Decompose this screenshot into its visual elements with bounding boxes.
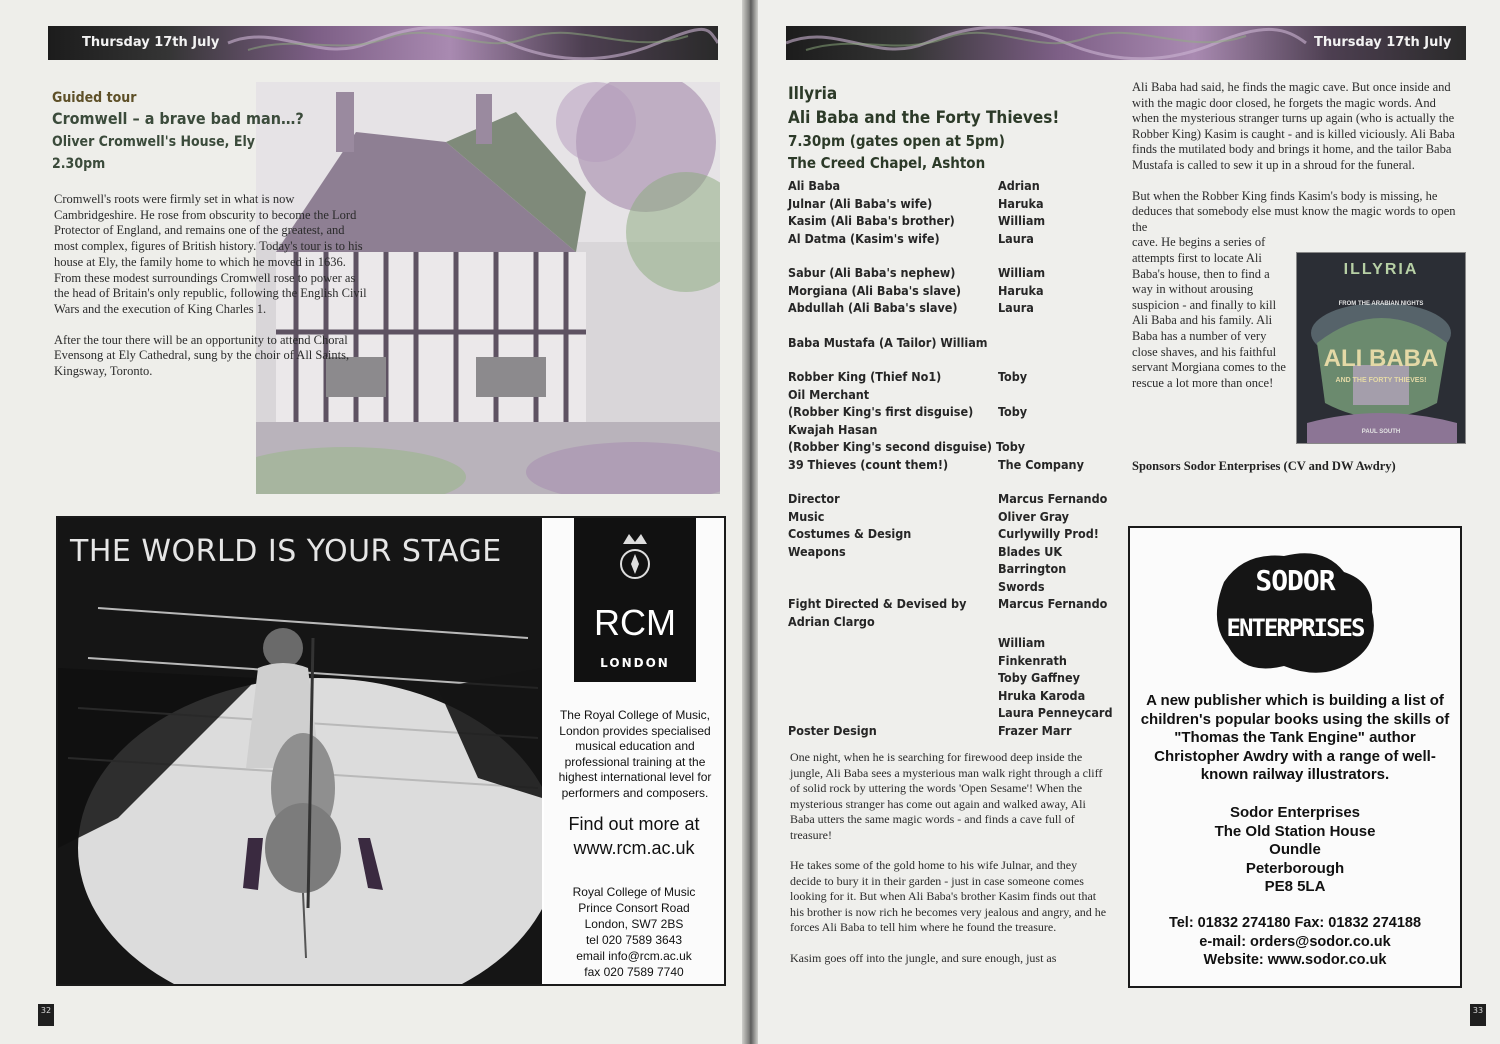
cast-row: Oil Merchant (788, 386, 870, 402)
right-page (758, 0, 1500, 1044)
cast-row: (Robber King's second disguise) Toby (788, 439, 1026, 454)
cellist-photo (58, 518, 542, 984)
spine-gutter (742, 0, 758, 1044)
address-line: Royal College of Music (572, 885, 696, 899)
cast-list (788, 177, 1118, 739)
rcm-address (544, 884, 724, 980)
left-page (0, 0, 742, 1044)
show-title: Ali Baba and the Forty Thieves! (788, 108, 1060, 128)
sodor-logo-line1: SODOR (1255, 564, 1335, 597)
poster-from: FROM THE ARABIAN NIGHTS (1338, 301, 1424, 307)
company-name: Illyria (788, 84, 838, 104)
address-line: email info@rcm.ac.uk (576, 949, 692, 963)
sodor-logo-line2: ENTERPRISES (1226, 614, 1364, 642)
rcm-advertisement (56, 516, 726, 986)
header-banner (48, 26, 718, 60)
crew-row: Poster Design Frazer Marr (788, 722, 1072, 738)
rcm-logo-text: RCM (594, 602, 676, 643)
cast-row: Al Datma (Kasim's wife) Laura (788, 230, 1034, 246)
address-line: Oundle (1269, 841, 1321, 858)
story-paragraph: But when the Robber King finds Kasim's body is missing, he deduces that somebody else must know the magic words to open the (1132, 188, 1456, 234)
rcm-cta: Find out more at (568, 814, 700, 834)
sodor-description: A new publisher which is building a list of children's popular books using the skills of "Thomas the Tank Engine" author Christopher Awdry with a range of well-known railway illustrators. (1140, 692, 1450, 783)
crew-row: William (998, 635, 1046, 650)
ali-baba-poster (1296, 252, 1466, 444)
cast-row: Kwajah Hasan (788, 421, 878, 437)
address-line: Peterborough (1245, 859, 1345, 877)
event-title: Cromwell – a brave bad man…? (52, 109, 304, 128)
poster-credit: PAUL SOUTH (1361, 429, 1401, 435)
cast-row: (Robber King's first disguise) Toby (788, 404, 1028, 419)
crew-row: Laura Penneycard (998, 705, 1113, 720)
address-line: London, SW7 2BS (584, 917, 684, 931)
sodor-address (1130, 804, 1460, 897)
crew-row: Hruka Karoda (998, 687, 1086, 703)
event-paragraph: Cromwell's roots were firmly set in what is now Cambridgeshire. He rose from obscurity to become the Lord Protector of England, and remains one of the greatest, and most complex, figures of British history. Today's tour is to his house at Ely, the family home to which he moved in 1636. From these modest surroundings Cromwell rose to power as the head of Britain's only republic, following the English Civil Wars and the execution of King Charles 1. (54, 192, 367, 316)
crew-row: Director Marcus Fernando (788, 491, 1108, 506)
crew-row: Weapons Blades UK (788, 543, 1063, 559)
story-paragraph: One night, when he is searching for firewood deep inside the jungle, Ali Baba sees a mysterious man walk right through a cliff of solid rock by uttering the words 'Open Sesame'! When the mysterious stranger has come out again and walked away, Ali Baba utters the same magic words - and finds a cave full of treasure! (790, 750, 1103, 842)
event-paragraph: After the tour there will be an opportunity to attend Choral Evensong at Ely Cathedral, sung by the choir of All Saints, Kingsway, Toronto. (54, 332, 350, 379)
event-venue: Oliver Cromwell's House, Ely (52, 134, 255, 150)
crew-row: Barrington (998, 561, 1067, 576)
story-paragraph: Ali Baba had said, he finds the magic cave. But once inside and with the magic door closed, he forgets the magic words. And when the mysterious stranger turns up again (who is actually the Robber King) Kasim is caught - and is killed viciously. Ali Baba finds the mutilated body and brings it home, and the tailor Baba Mustafa is called to sew it up in a shroud for the funeral. (1132, 80, 1455, 172)
page-number: 32 (38, 1004, 54, 1026)
rcm-website-link[interactable]: www.rcm.ac.uk (573, 838, 695, 858)
sodor-advertisement (1128, 526, 1462, 988)
cast-row: Abdullah (Ali Baba's slave) Laura (788, 300, 1034, 315)
address-line: PE8 5LA (1264, 878, 1326, 895)
poster-subtitle: AND THE FORTY THIEVES! (1335, 377, 1427, 384)
cast-row: Morgiana (Ali Baba's slave) Haruka (788, 282, 1044, 298)
cast-row: 39 Thieves (count them!) The Company (788, 456, 1084, 472)
poster-title: ALI BABA (1323, 345, 1439, 372)
cast-row: Sabur (Ali Baba's nephew) William (788, 265, 1046, 280)
address-line: The Old Station House (1214, 822, 1376, 840)
crew-row: Costumes & Design Curlywilly Prod! (788, 526, 1099, 541)
story-paragraph: Kasim goes off into the jungle, and sure enough, just as (790, 950, 1057, 965)
contact-phone: Tel: 01832 274180 Fax: 01832 274188 (1168, 915, 1422, 931)
address-line: tel 020 7589 3643 (585, 933, 683, 947)
event-description (54, 192, 370, 380)
header-date: Thursday 17th July (82, 35, 220, 50)
rcm-logo (574, 518, 696, 682)
cast-row: Robber King (Thief No1) Toby (788, 369, 1028, 384)
contact-email[interactable]: e-mail: orders@sodor.co.uk (1199, 933, 1391, 950)
cast-row: Julnar (Ali Baba's wife) Haruka (788, 195, 1044, 211)
story-paragraph: He takes some of the gold home to his wife Julnar, and they decide to bury it in their garden - just in case someone comes looking for it. But when Ali Baba's brother Kasim finds out that his brother is now rich he becomes very jealous and angry, and he forces Ali Baba to tell him where he found the treasure. (790, 858, 1107, 934)
crew-row: Finkenrath (998, 652, 1067, 668)
contact-website[interactable]: Website: www.sodor.co.uk (1203, 952, 1387, 968)
header-banner (786, 26, 1466, 60)
sodor-contact (1130, 914, 1460, 970)
rcm-logo-sub: LONDON (600, 656, 670, 670)
header-date: Thursday 17th July (1314, 35, 1452, 50)
story-column-left (790, 750, 1110, 966)
crew-row: Swords (998, 578, 1045, 594)
royal-crest-icon (615, 530, 655, 590)
poster-top: ILLYRIA (1343, 261, 1419, 278)
crew-row: Fight Directed & Devised by Marcus Fernando (788, 596, 1108, 611)
crew-row: Adrian Clargo (788, 613, 875, 629)
cast-row: Baba Mustafa (A Tailor) William (788, 334, 988, 350)
show-time: 7.30pm (gates open at 5pm) (788, 132, 1005, 150)
cast-row: Ali Baba Adrian (788, 178, 1040, 193)
event-label: Guided tour (52, 90, 137, 106)
cast-row: Kasim (Ali Baba's brother) William (788, 213, 1046, 228)
crew-row: Music Oliver Gray (788, 508, 1069, 524)
sodor-island-icon (1204, 542, 1384, 682)
event-time: 2.30pm (52, 156, 106, 172)
address-line: Sodor Enterprises (1229, 804, 1361, 821)
address-line: fax 020 7589 7740 (584, 965, 684, 979)
sponsors-line: Sponsors Sodor Enterprises (CV and DW Awdry) (1132, 459, 1396, 473)
page-number: 33 (1470, 1004, 1486, 1026)
show-venue: The Creed Chapel, Ashton (788, 154, 986, 172)
crew-row: Toby Gaffney (998, 670, 1080, 685)
story-paragraph: cave. He begins a series of attempts first to locate Ali Baba's house, then to find a way in without arousing suspicion - and finally to kill Ali Baba and his family. Ali Baba has a number of very close shaves, and his faithful servant Morgiana comes to the rescue a lot more than once! (1132, 235, 1286, 390)
address-line: Prince Consort Road (578, 901, 690, 915)
rcm-description: The Royal College of Music, London provides specialised musical education and professional training at the highest international level for performers and composers. (558, 708, 712, 800)
rcm-info-panel (544, 518, 724, 984)
ad-headline: THE WORLD IS YOUR STAGE (70, 534, 502, 569)
